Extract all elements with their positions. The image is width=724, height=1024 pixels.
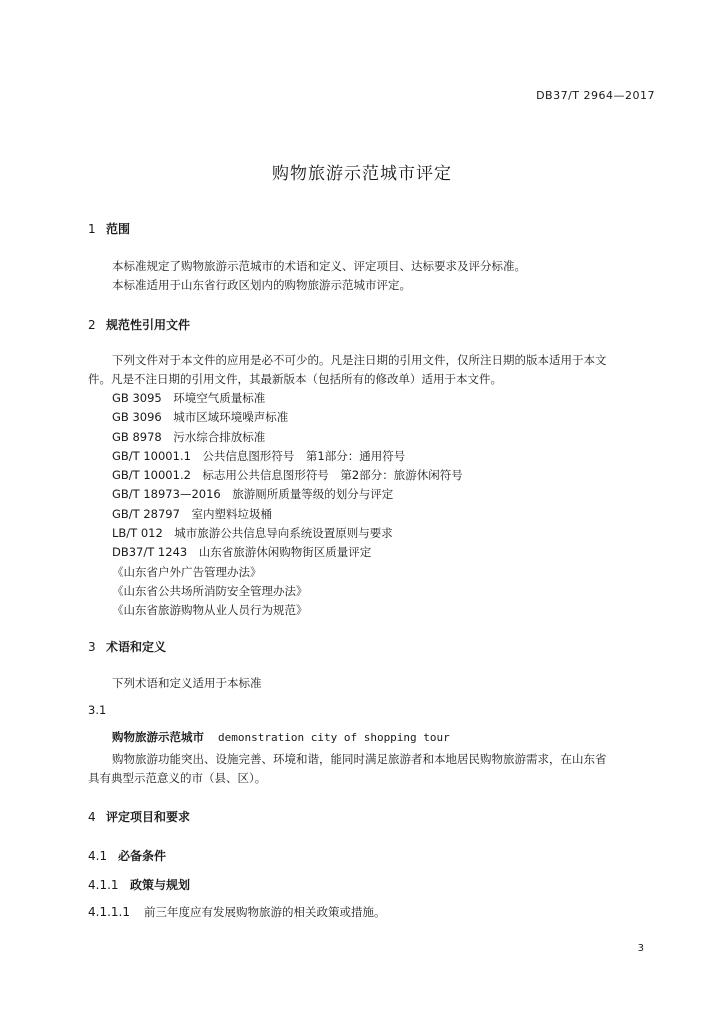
term-entry — [112, 729, 450, 745]
section-3-heading — [88, 638, 166, 655]
paragraph: 下列文件对于本文件的应用是必不可少的。凡是注日期的引用文件，仅所注日期的版本适用于本文 — [112, 353, 607, 367]
reference-item: GB/T 10001.2 标志用公共信息图形符号 第2部分：旅游休闲符号 — [112, 468, 463, 483]
reference-list — [112, 389, 463, 621]
definition: 购物旅游功能突出、设施完善、环境和谐，能同时满足旅游者和本地居民购物旅游需求，在山东省 — [112, 752, 607, 766]
section-title: 规范性引用文件 — [106, 318, 191, 332]
document-code: DB37/T 2964—2017 — [536, 89, 655, 102]
section-number: 3 — [88, 640, 96, 654]
term-english: demonstration city of shopping tour — [218, 731, 450, 744]
section-title: 评定项目和要求 — [106, 810, 191, 824]
paragraph: 本标准适用于山东省行政区划内的购物旅游示范城市评定。 — [112, 278, 411, 292]
clause-number: 4.1.1.1 — [88, 905, 130, 919]
term-chinese: 购物旅游示范城市 — [112, 730, 204, 744]
subsection-number: 4.1.1 — [88, 878, 119, 892]
definition: 具有典型示范意义的市（县、区）。 — [88, 771, 267, 785]
paragraph: 下列术语和定义适用于本标准 — [112, 676, 262, 690]
reference-item: 《山东省公共场所消防安全管理办法》 — [112, 583, 308, 598]
reference-item: GB/T 18973—2016 旅游厕所质量等级的划分与评定 — [112, 487, 394, 502]
section-4-heading — [88, 808, 190, 825]
page-title: 购物旅游示范城市评定 — [272, 164, 452, 184]
section-2-heading — [88, 316, 190, 333]
reference-item: 《山东省旅游购物从业人员行为规范》 — [112, 603, 308, 618]
page-number: 3 — [637, 943, 644, 954]
section-1-heading — [88, 220, 130, 237]
term-number: 3.1 — [88, 703, 107, 717]
reference-item: DB37/T 1243 山东省旅游休闲购物街区质量评定 — [112, 545, 372, 560]
section-title: 术语和定义 — [106, 640, 167, 654]
subsection-title: 政策与规划 — [130, 878, 191, 892]
clause-text: 前三年度应有发展购物旅游的相关政策或措施。 — [144, 905, 386, 919]
section-number: 1 — [88, 222, 96, 236]
subsection-title: 必备条件 — [118, 849, 167, 863]
reference-item: GB 3096 城市区域环境噪声标准 — [112, 410, 289, 425]
section-number: 4 — [88, 810, 96, 824]
reference-item: GB 3095 环境空气质量标准 — [112, 391, 266, 405]
clause-4-1-1-1 — [88, 904, 386, 920]
reference-item: LB/T 012 城市旅游公共信息导向系统设置原则与要求 — [112, 526, 393, 541]
subsection-4-1-1-heading — [88, 876, 190, 893]
section-title: 范围 — [106, 222, 131, 236]
section-number: 2 — [88, 318, 96, 332]
reference-item: GB/T 10001.1 公共信息图形符号 第1部分：通用符号 — [112, 448, 406, 463]
subsection-4-1-heading — [88, 847, 166, 864]
subsection-number: 4.1 — [88, 849, 108, 863]
reference-item: GB/T 28797 室内塑料垃圾桶 — [112, 506, 272, 521]
reference-item: 《山东省户外广告管理办法》 — [112, 564, 262, 579]
paragraph: 件。凡是不注日期的引用文件，其最新版本（包括所有的修改单）适用于本文件。 — [88, 372, 502, 386]
paragraph: 本标准规定了购物旅游示范城市的术语和定义、评定项目、达标要求及评分标准。 — [112, 259, 526, 273]
reference-item: GB 8978 污水综合排放标准 — [112, 429, 266, 444]
